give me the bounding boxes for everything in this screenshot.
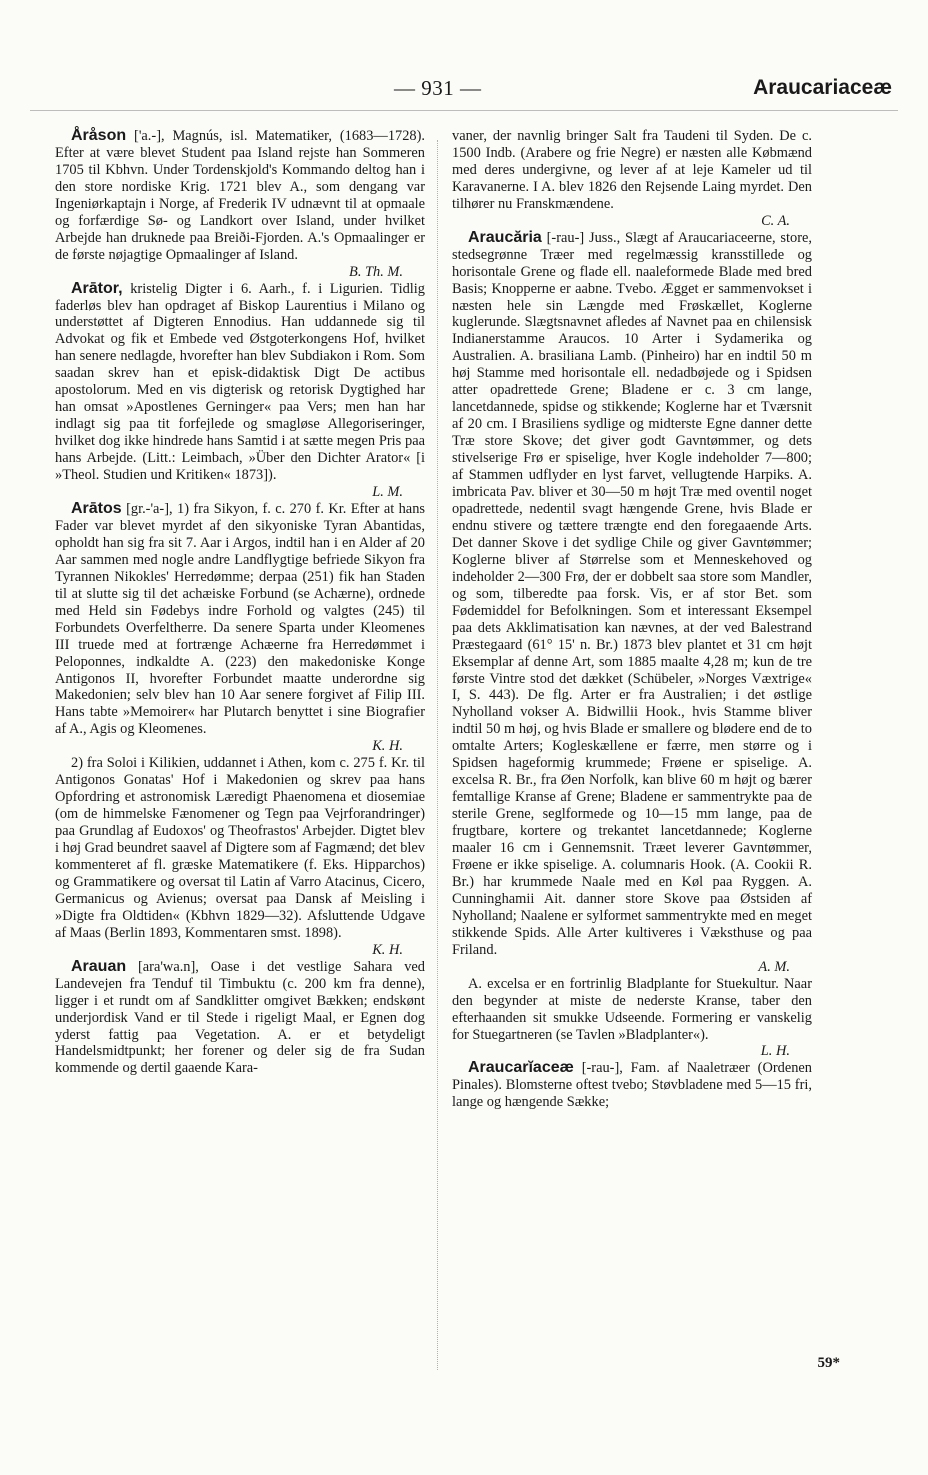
entry-text: 2) fra Soloi i Kilikien, uddannet i Athen, kom c. 275 f. Kr. til Antigonos Gonatas' Hof i Makedonien og skrev paa hans Opfordring et astronomisk Læredigt Phaenomena et diosemiae (om de himmelske Fænomener og Tegn paa Vejrforandringer) paa Grundlag af Eudoxos' og Theofrastos' Arbejder. Digtet blev i høj Grad beundret saavel af Digtere som af Fagmænd; det blev kommenteret af fl. græske Matematikere (f. Eks. Hipparchos) og Grammatikere og oversat til Latin af Varro Atacinus, Cicero, Germanicus og Avienus; oversat paa Dansk af Meisling i »Digte fra Oldtiden« (Kbhvn 1829—32). Afsluttende Udgave af Maas (Berlin 1893, Kommentaren smst. 1898). <box>55 755 425 941</box>
column-divider <box>437 140 438 1370</box>
header-rule <box>30 110 898 111</box>
entry-text: vaner, der navnlig bringer Salt fra Taudeni til Syden. De c. 1500 Indb. (Arabere og frie Negre) er næsten alle Købmænd med deres undergivne, og lever af at leje Kameler ud til Karavanerne. I A. blev 1826 den Rejsende Laing myrdet. Den tilhører nu Franskmændene. <box>452 128 812 212</box>
left-column <box>55 128 425 1077</box>
headword: Araucarĭaceæ <box>468 1059 574 1077</box>
author-initials: L. M. <box>372 484 403 501</box>
right-column <box>452 128 812 1111</box>
running-head: Araucariaceæ <box>753 76 892 99</box>
headword: Arātos <box>71 499 122 517</box>
entry-text: [gr.-'a-], 1) fra Sikyon, f. c. 270 f. Kr. Efter at hans Fader var blevet myrdet af den sikyoniske Tyran Abantidas, opholdt han sig fra sit 7. Aar i Argos, indtil han i en Alder af 20 Aar sammen med nogle andre Landflygtige befriede Sikyon fra Tyrannen Nikokles' Herredømme; derpaa (251) fik han Staden til at slutte sig til det achæiske Forbund (se Achærne), ordnede med Held sin Fødebys indre Forhold og valgtes (245) til Forbundets Overfeltherre. Da senere Sparta under Kleomenes III truede med at fortrænge Achæerne fra Herredømmet i Peloponnes, indkaldte A. (223) den makedoniske Konge Antigonos II, hvorefter Forbundet maatte underordne sig Makedonien; selv blev han 10 Aar senere forgivet af Filip III. Hans tabte »Memoirer« har Plutarch benyttet i sine Biografier af A., Agis og Kleomenes. <box>55 500 425 738</box>
entry-araucaria <box>452 230 812 976</box>
entry-arauan <box>55 959 425 1078</box>
page-number: — 931 — <box>394 76 482 100</box>
entry-text: [-rau-] Juss., Slægt af Araucariaceerne, store, stedsegrønne Træer med regelmæssig kransstillede og horisontale Grene og flade ell. naaleformede Blade med bred Basis; Knopperne er aabne. Tvebo. Ægget er sammenvokset i næsten hele sin Længde med Frøskællet, Koglerne kuglerunde. Slægtsnavnet afledes af Navnet paa en chilensisk Indianerstamme Araucos. 10 Arter i Sydamerika og Australien. A. brasiliana Lamb. (Pinheiro) har en indtil 50 m høj Stamme med horisontale ell. nedadbøjede og i Spidsen atter opadrettede Grene; Bladene er c. 3 cm lange, lancetdannede, spidse og stikkende; Koglerne har et Tværsnit af 20 cm. I Brasiliens sydlige og midterste Egne danner dette Træ store Skove; det giver godt Gavntømmer, og dets stivelserige Frø er spiselige, hver Kogle indeholder 7—800; af Stammen udflyder en lyst farvet, vellugtende Harpiks. A. imbricata Pav. bliver et 30—50 m højt Træ med oventil noget opadrettede, nedentil svagt hængende Grene, hvis Blade er endnu stivere og tættere trængte end den foregaaende Arts. Det danner Skove i det sydlige Chile og giver Gavntømmer; Koglerne bliver af Størrelse som et Menneskehoved og indeholder 2—300 Frø, der er dobbelt saa store som Mandler, og som, tilberedte paa forsk. Vis, er af stor Bet. som Fødemiddel for Befolkningen. Som et interessant Eksempel paa dets Akklimatisation kan nævnes, at der ved Balestrand Præstegaard (61° 15' n. Br.) 1873 blev plantet et 31 cm højt Eksemplar af denne Art, som 1885 maalte 4,28 m; kun de tre første Vintre stod det dækket (Schübeler, »Norges Væxtrige« I, S. 443). De flg. Arter er fra Australien; i det østlige Nyholland vokser A. Bidwillii Hook., hvis Stamme bliver indtil 50 m høj, og hvis Blade er smallere og blødere end de to omtalte Arters; Kogleskællene er færre, men større og i Spidsen hageformig krummede; Frøene er spiselige. A. excelsa R. Br., fra Øen Norfolk, kan blive 60 m højt og bærer femtallige Kranse af Grene; Bladene er sammentrykte paa de sterile Grene, seglformede og 10—15 mm lange, paa de frugtbare, kortere og trekantet lancetdannede; Koglerne maaler 16 cm i Gennemsnit. Træet leverer Gavntømmer, Frøene er ikke spiselige. A. columnaris Hook. (A. Cookii R. Br.) har krummede Naale med en Køl paa Ryggen. A. Cunninghamii Ait. danner store Skove paa Østsiden af Nyholland; Naalene er sylformet sammentrykte med en meget stikkende Spids. Alle Arter kultiveres i Væksthuse og paa Friland. <box>452 229 812 958</box>
entry-aratos-2 <box>55 755 425 958</box>
headword: Arauan <box>71 957 127 975</box>
headword: Åråson <box>71 127 127 144</box>
author-initials: K. H. <box>372 941 403 958</box>
entry-text: [-rau-], Fam. af Naaletræer (Ordenen Pinales). Blomsterne oftest tvebo; Støvbladene med 5—15 fri, lange og hængende Sække; <box>452 1060 812 1111</box>
headword: Araucăria <box>468 228 542 246</box>
entry-text: ['a.-], Magnús, isl. Matematiker, (1683—1728). Efter at være blevet Student paa Island rejste han Sommeren 1705 til Kbhvn. Under Tordenskjold's Kommando deltog han i den store nordiske Krig. 1721 blev A., som dengang var Ingeniørkaptajn i Norge, af Frederik IV udnævnt til at opmaale og forfærdige Sø- og Landkort over Island, under hvilket Arbejde han druknede paa Breiði-Fjorden. A.'s Opmaalinger er de første nøjagtige Opmaalinger af Island. <box>55 128 425 263</box>
entry-aratos <box>55 501 425 755</box>
entry-araucariaceae <box>452 1060 812 1111</box>
headword: Arātor, <box>71 279 123 297</box>
entry-excelsa-note <box>452 976 812 1061</box>
entry-arason <box>55 128 425 281</box>
author-initials: C. A. <box>761 212 790 229</box>
entry-text: [ara'wa.n], Oase i det vestlige Sahara ved Landevejen fra Tenduf til Timbuktu (c. 200 km fra denne), ligger i et rundt om af Sandklitter omgivet Bækken; endskønt underjordisk Vand er til Stede i rigeligt Maal, er Egnen dog yderst fattig paa Vegetation. A. er et betydeligt Handelsmidtpunkt; her forener og deler sig de fra Sudan kommende og dertil gaaende Kara- <box>55 958 425 1077</box>
author-initials: L. H. <box>760 1043 790 1060</box>
signature-mark: 59* <box>817 1355 840 1371</box>
author-initials: K. H. <box>372 738 403 755</box>
author-initials: A. M. <box>758 958 790 975</box>
entry-text: kristelig Digter i 6. Aarh., f. i Ligurien. Tidlig faderløs blev han opdraget af Biskop Laurentius i Milano og understøttet af Digteren Ennodius. Han uddannede sig til Advokat og fik et Embede ved Østgoterkongens Hof, hvilket han senere nedlagde, hvorefter han blev Subdiakon i Rom. Som saadan skrev han et episk-didaktisk Digt De actibus apostolorum. Med en vis digterisk og retorisk Dygtighed har han omsat »Apostlenes Gerninger« paa Vers; men han har indlagt sig paa tit forfejlede og smagløse Allegoriseringer, hvilket dog ikke hindrede hans Samtid i at sætte megen Pris paa hans Arbejde. (Litt.: Leimbach, »Über den Dichter Arator« [i »Theol. Studien und Kritiken« 1873]). <box>55 280 425 484</box>
entry-arauan-continued <box>452 128 812 230</box>
entry-text: A. excelsa er en fortrinlig Bladplante for Stuekultur. Naar den begynder at miste de nederste Kranse, taber den efterhaanden sit smukke Udseende. Formering er vanskelig for Stuegartneren (se Tavlen »Bladplanter«). <box>452 975 812 1043</box>
author-initials: B. Th. M. <box>349 263 403 280</box>
entry-arator <box>55 281 425 501</box>
